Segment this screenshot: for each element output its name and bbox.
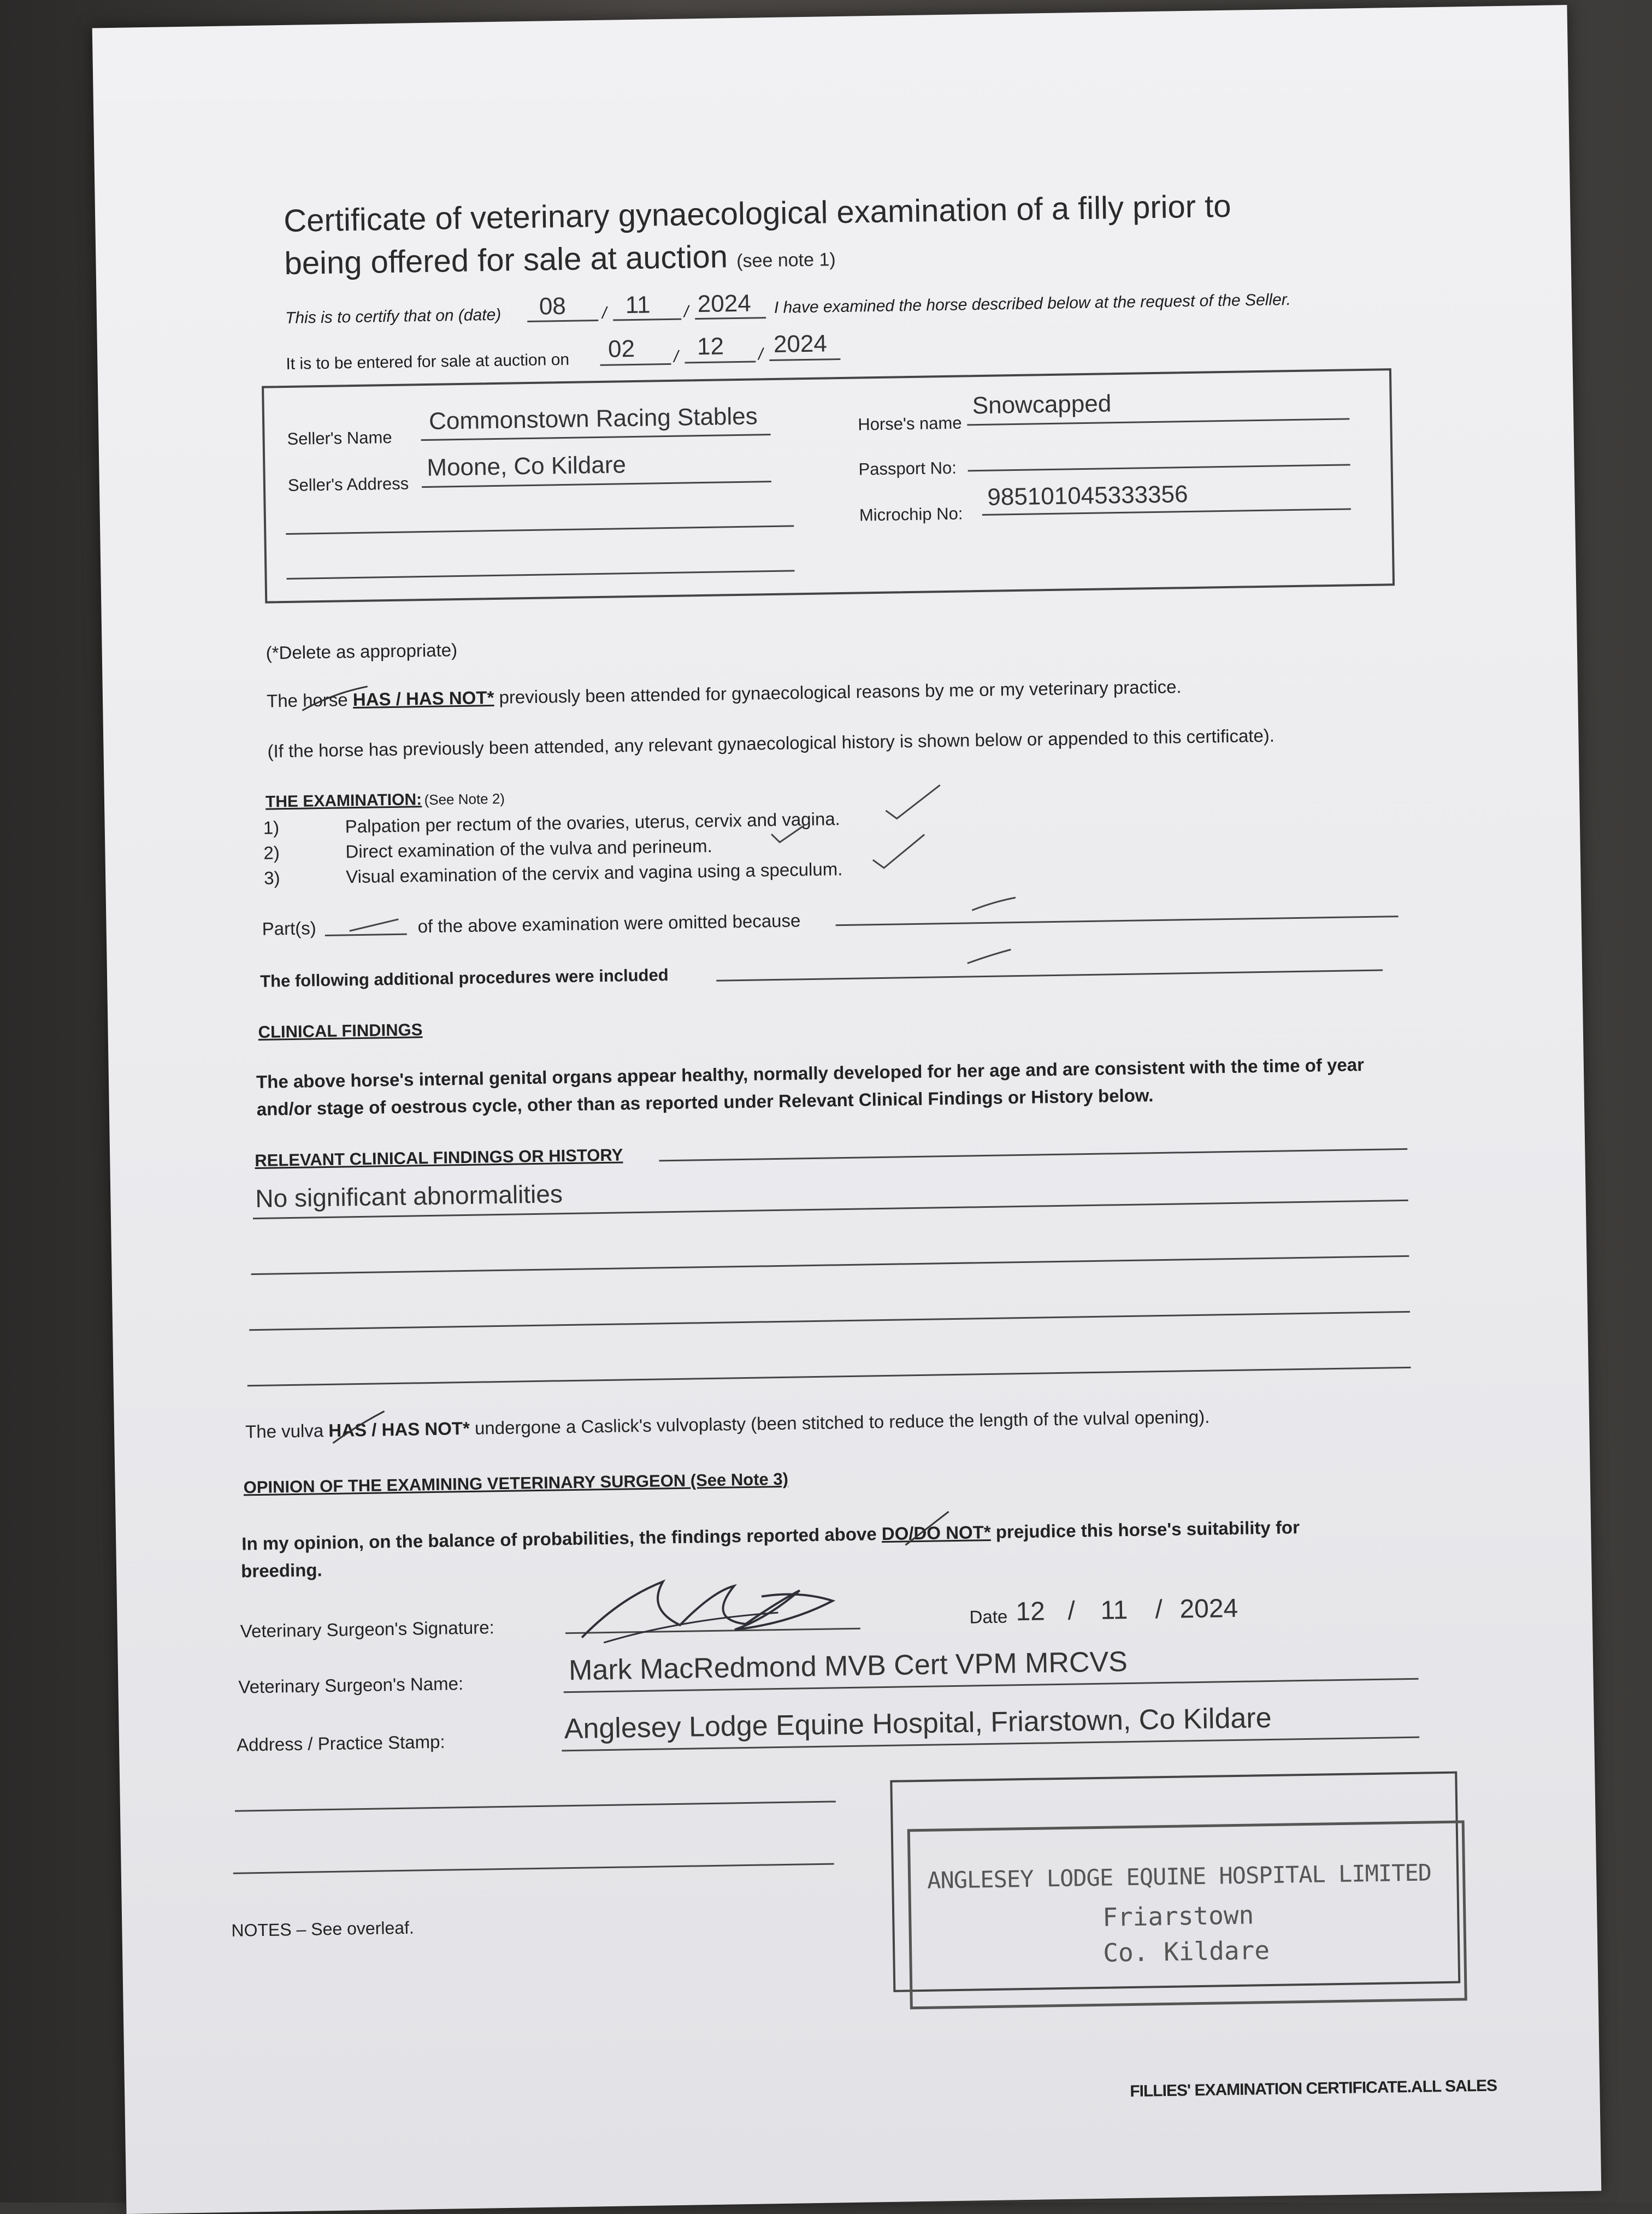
exam-item-1-num: 1) xyxy=(263,817,280,838)
auction-month: 12 xyxy=(697,333,724,361)
exam-month: 11 xyxy=(625,291,651,319)
vet-name-value: Mark MacRedmond MVB Cert VPM MRCVS xyxy=(568,1646,1128,1687)
parts-label: Part(s) xyxy=(262,918,316,939)
vet-name-label: Veterinary Surgeon's Name: xyxy=(238,1673,464,1697)
title-line-1: Certificate of veterinary gynaecological examination of a filly prior to xyxy=(283,188,1232,239)
seller-name-value: Commonstown Racing Stables xyxy=(428,403,758,435)
form-id-footer: FILLIES' EXAMINATION CERTIFICATE.ALL SALES xyxy=(1130,2076,1497,2101)
relevant-line-3 xyxy=(249,1311,1410,1331)
additional-dash-mark xyxy=(964,945,1014,967)
attended-prefix: The horse xyxy=(266,689,348,711)
microchip-label: Microchip No: xyxy=(859,504,963,525)
sign-date-month: 11 xyxy=(1100,1596,1128,1625)
strike-mark-has xyxy=(299,682,371,716)
attended-choice: HAS / HAS NOT* xyxy=(352,687,494,710)
signature-label: Veterinary Surgeon's Signature: xyxy=(240,1617,495,1642)
exam-item-2-num: 2) xyxy=(263,842,280,863)
relevant-heading: RELEVANT CLINICAL FINDINGS OR HISTORY xyxy=(255,1145,623,1171)
tick-mark-2 xyxy=(769,820,807,848)
parts-dash-mark xyxy=(346,914,402,937)
history-note: (If the horse has previously been attended, any relevant gynaecological history is shown below or appended to this certificate). xyxy=(267,725,1275,761)
certify-suffix: I have examined the horse described below at the request of the Seller. xyxy=(774,291,1291,317)
attended-suffix: previously been attended for gynaecological reasons by me or my veterinary practice. xyxy=(499,676,1182,707)
relevant-line-2 xyxy=(251,1255,1409,1275)
horse-name-label: Horse's name xyxy=(858,413,962,434)
attended-statement xyxy=(267,676,1182,711)
sign-date-day: 12 xyxy=(1016,1597,1046,1627)
strike-mark-opinion xyxy=(902,1509,952,1548)
date-label: Date xyxy=(969,1606,1008,1627)
vulva-choice: HAS / HAS NOT* xyxy=(328,1418,470,1440)
relevant-line-4 xyxy=(247,1367,1411,1386)
title-line-2 xyxy=(284,234,836,290)
sign-date-year: 2024 xyxy=(1179,1593,1238,1624)
seller-address-label: Seller's Address xyxy=(287,474,409,495)
opinion-line-2: breeding. xyxy=(240,1560,322,1581)
auction-day: 02 xyxy=(607,335,635,363)
title-note: (see note 1) xyxy=(736,249,836,271)
examination-heading xyxy=(266,789,505,812)
slash-1: / xyxy=(601,304,607,322)
omitted-reason-line xyxy=(836,916,1399,926)
opinion-prefix: In my opinion, on the balance of probabilities, the findings reported above xyxy=(241,1524,877,1554)
sign-date-slash-2: / xyxy=(1155,1595,1163,1625)
notes-label: NOTES – See overleaf. xyxy=(231,1917,415,1940)
seller-name-label: Seller's Name xyxy=(287,427,392,448)
exam-day: 08 xyxy=(539,292,567,320)
address-label: Address / Practice Stamp: xyxy=(236,1731,445,1755)
microchip-value: 985101045333356 xyxy=(987,481,1188,511)
exam-item-3-num: 3) xyxy=(263,867,280,888)
opinion-line-1 xyxy=(241,1517,1300,1554)
stamp-line-1: ANGLESEY LODGE EQUINE HOSPITAL LIMITED xyxy=(927,1859,1432,1894)
seller-address-value: Moone, Co Kildare xyxy=(427,451,627,481)
vulva-suffix: undergone a Caslick's vulvoplasty (been stitched to reduce the length of the vulval opening). xyxy=(474,1406,1210,1438)
exam-item-2-text: Direct examination of the vulva and perineum. xyxy=(345,835,713,862)
additional-label: The following additional procedures were included xyxy=(259,965,669,991)
examination-heading-note: (See Note 2) xyxy=(424,790,505,808)
additional-line xyxy=(716,970,1383,982)
stamp-line-2: Friarstown xyxy=(1102,1900,1254,1932)
certify-prefix: This is to certify that on (date) xyxy=(285,305,502,327)
auction-prefix: It is to be entered for sale at auction on xyxy=(286,350,570,373)
sign-date-slash-1: / xyxy=(1067,1596,1076,1626)
strike-mark-vulva xyxy=(330,1408,391,1448)
tick-mark-1 xyxy=(880,780,946,824)
clinical-text-line-1: The above horse's internal genital organs appear healthy, normally developed for her age and are consistent with the time of year xyxy=(256,1054,1365,1092)
auction-year: 2024 xyxy=(773,330,828,358)
examination-heading-text: THE EXAMINATION: xyxy=(265,790,422,811)
passport-label: Passport No: xyxy=(858,458,957,479)
clinical-heading: CLINICAL FINDINGS xyxy=(258,1020,423,1042)
tick-mark-3 xyxy=(870,829,930,874)
certificate-page xyxy=(92,5,1602,2214)
stamp-line-3: Co. Kildare xyxy=(1102,1935,1270,1968)
horse-name-value: Snowcapped xyxy=(972,390,1112,420)
slash-3: / xyxy=(674,347,678,366)
relevant-findings-value: No significant abnormalities xyxy=(255,1179,563,1213)
opinion-heading: OPINION OF THE EXAMINING VETERINARY SURGEON (See Note 3) xyxy=(243,1469,789,1497)
address-value: Anglesey Lodge Equine Hospital, Friarstown, Co Kildare xyxy=(564,1702,1272,1745)
title-main: being offered for sale at auction xyxy=(284,239,728,281)
auction-day-line xyxy=(600,363,671,366)
slash-4: / xyxy=(758,345,763,364)
exam-item-3-text: Visual examination of the cervix and vagina using a speculum. xyxy=(345,859,843,887)
parts-suffix: of the above examination were omitted because xyxy=(417,910,801,937)
opinion-choice: DO/DO NOT* xyxy=(881,1521,991,1544)
exam-item-1-text: Palpation per rectum of the ovaries, uterus, cervix and vagina. xyxy=(345,808,841,837)
auction-year-line xyxy=(769,358,840,361)
slash-2: / xyxy=(683,303,689,321)
clinical-text-line-2: and/or stage of oestrous cycle, other than as reported under Relevant Clinical Findings or History below. xyxy=(256,1085,1154,1119)
vulva-prefix: The vulva xyxy=(245,1420,324,1442)
omitted-dash-mark xyxy=(969,893,1019,916)
signature-scribble xyxy=(570,1557,856,1654)
delete-note: (*Delete as appropriate) xyxy=(266,640,458,663)
address-line-3 xyxy=(233,1863,834,1874)
relevant-heading-line xyxy=(659,1148,1407,1162)
auction-month-line xyxy=(685,361,756,363)
exam-year: 2024 xyxy=(697,290,752,318)
opinion-suffix: prejudice this horse's suitability for xyxy=(995,1517,1300,1542)
address-line-2 xyxy=(235,1800,836,1811)
